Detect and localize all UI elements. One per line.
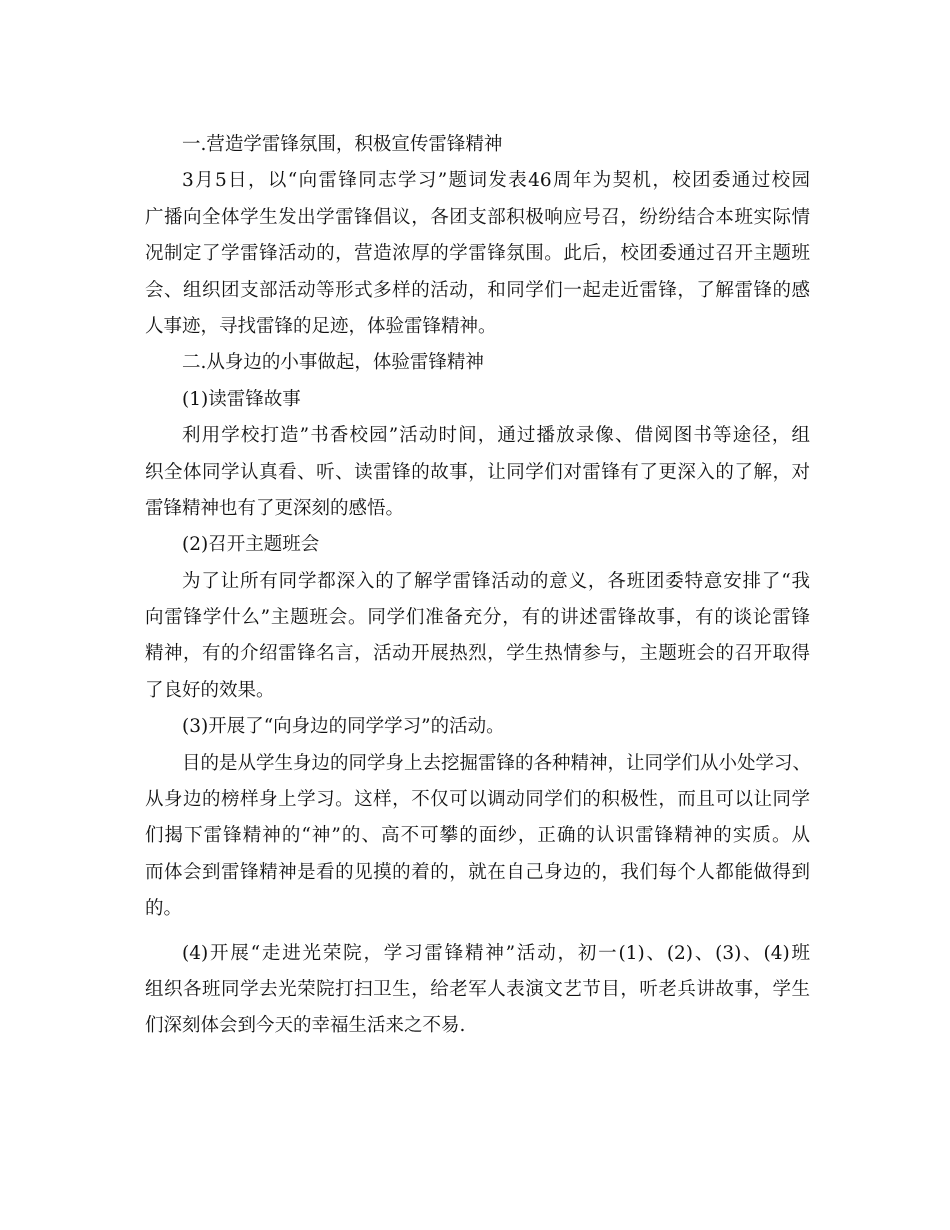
section-heading-2: 二.从身边的小事做起，体验雷锋精神 [182,352,484,374]
section-heading-1: 一.营造学雷锋氛围，积极宣传雷锋精神 [182,134,503,155]
paragraph-line: 况制定了学雷锋活动的，营造浓厚的学雷锋氛围。此后，校团委通过召开主题班 [145,243,810,265]
paragraph-line: 们深刻体会到今天的幸福生活来之不易. [145,1015,466,1037]
item-title-1: (1)读雷锋故事 [182,388,301,410]
spacer [145,928,810,936]
paragraph-line: 的。 [145,898,183,920]
item-title-2: (2)召开主题班会 [182,534,320,556]
paragraph-line: 向雷锋学什么”主题班会。同学们准备充分，有的讲述雷锋故事，有的谈论雷锋 [145,607,810,629]
paragraph-line: 目的是从学生身边的同学身上去挖掘雷锋的各种精神，让同学们从小处学习、 [182,752,812,774]
paragraph-line: 雷锋精神也有了更深刻的感悟。 [145,497,405,519]
paragraph-line: 利用学校打造”书香校园”活动时间，通过播放录像、借阅图书等途径，组 [182,425,810,447]
paragraph-line: (4)开展“走进光荣院，学习雷锋精神”活动，初一(1)、(2)、(3)、(4)班 [182,942,810,964]
paragraph-line: 织全体同学认真看、听、读雷锋的故事，让同学们对雷锋有了更深入的了解，对 [145,461,810,483]
paragraph-line: 们揭下雷锋精神的“神”的、高不可攀的面纱，正确的认识雷锋精神的实质。从 [145,825,810,847]
paragraph-line: 精神，有的介绍雷锋名言，活动开展热烈，学生热情参与，主题班会的召开取得 [145,643,810,665]
paragraph-line: 为了让所有同学都深入的了解学雷锋活动的意义，各班团委特意安排了“我 [182,570,810,592]
paragraph-line: 而体会到雷锋精神是看的见摸的着的，就在自己身边的，我们每个人都能做得到 [145,861,810,883]
paragraph-line: 组织各班同学去光荣院打扫卫生，给老军人表演文艺节目，听老兵讲故事，学生 [145,978,810,1000]
item-title-3: (3)开展了“向身边的同学学习”的活动。 [182,716,505,738]
paragraph-line: 3月5日，以“向雷锋同志学习”题词发表46周年为契机，校团委通过校园 [182,170,810,192]
paragraph-line: 了良好的效果。 [145,679,275,701]
paragraph-line: 从身边的榜样身上学习。这样，不仅可以调动同学们的积极性，而且可以让同学 [145,789,810,811]
paragraph-line: 会、组织团支部活动等形式多样的活动，和同学们一起走近雷锋，了解雷锋的感 [145,279,810,301]
paragraph-line: 人事迹，寻找雷锋的足迹，体验雷锋精神。 [145,315,497,337]
paragraph-line: 广播向全体学生发出学雷锋倡议，各团支部积极响应号召，纷纷结合本班实际情 [145,206,810,228]
document-body [145,127,810,1045]
